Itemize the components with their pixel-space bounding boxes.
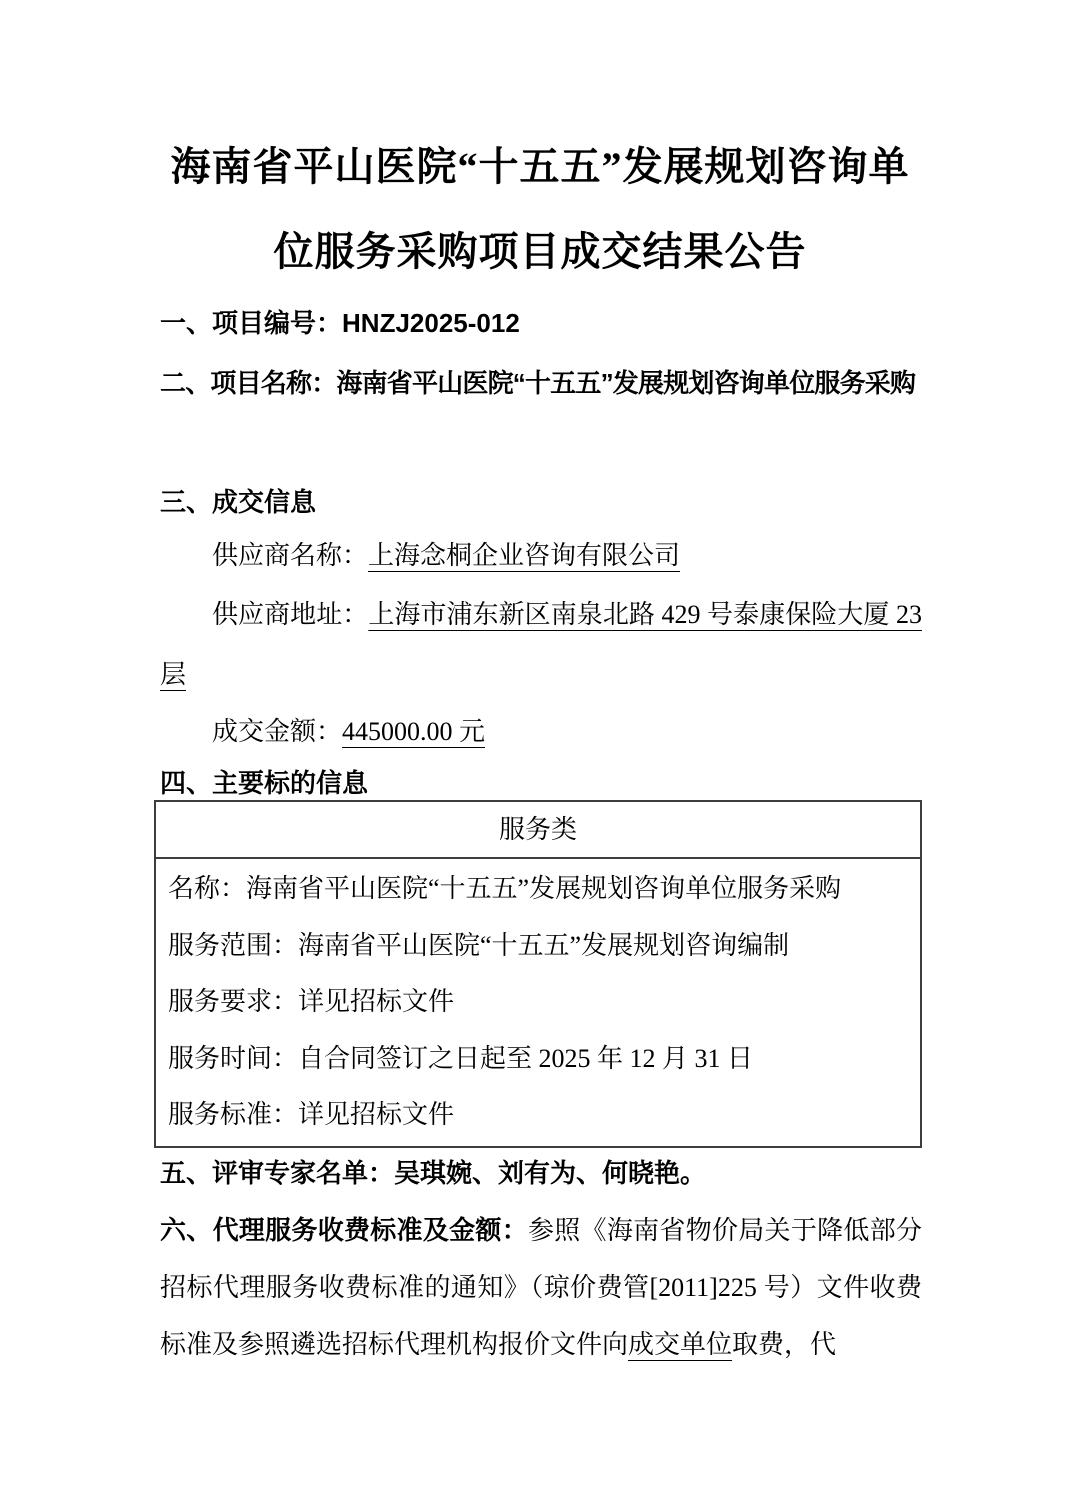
deal-amount-label: 成交金额： <box>212 717 343 746</box>
project-number-value: HNZJ2025-012 <box>342 308 520 338</box>
agency-fee-label: 六、代理服务收费标准及金额： <box>160 1215 528 1245</box>
table-body-cell <box>156 859 920 1146</box>
project-name-label: 二、项目名称： <box>160 368 337 398</box>
document-title-line1: 海南省平山医院“十五五”发展规划咨询单 <box>170 144 910 189</box>
deal-amount-value: 445000.00 元 <box>342 717 486 746</box>
agency-fee-paragraph <box>160 1202 922 1373</box>
supplier-address-line <box>160 585 922 705</box>
deal-info-heading: 三、成交信息 <box>160 487 317 517</box>
agency-fee-underlined-value: 成交单位 <box>628 1330 733 1359</box>
table-row: 服务时间：自合同签订之日起至 2025 年 12 月 31 日 <box>168 1043 754 1073</box>
agency-fee-text-after: 取费，代 <box>732 1330 837 1359</box>
supplier-name-value: 上海念桐企业咨询有限公司 <box>368 541 681 570</box>
experts-line <box>160 1143 922 1203</box>
experts-label: 五、评审专家名单： <box>160 1158 395 1188</box>
project-number-line <box>160 293 922 353</box>
table-row: 服务范围：海南省平山医院“十五五”发展规划咨询编制 <box>168 930 790 960</box>
experts-value: 吴琪婉、刘有为、何晓艳。 <box>394 1158 707 1188</box>
document-title-line2: 位服务采购项目成交结果公告 <box>273 229 807 274</box>
table-row: 名称：海南省平山医院“十五五”发展规划咨询单位服务采购 <box>168 874 842 903</box>
table-header-cell: 服务类 <box>156 802 920 859</box>
table-row: 服务要求：详见招标文件 <box>168 987 455 1016</box>
agency-fee-text-before: 参照《海南省物价局关于降低部分招标代理服务收费标准的通知》（琼价费管[2011]225 号）文件收费标准及参照遴选招标代理机构报价文件向 <box>160 1216 922 1359</box>
project-number-label: 一、项目编号： <box>160 308 343 338</box>
document-title <box>150 124 930 294</box>
supplier-address-value: 上海市浦东新区南泉北路 429 号泰康保险大厦 23 层 <box>160 600 922 689</box>
supplier-address-label: 供应商地址： <box>212 600 369 629</box>
subject-info-table <box>154 800 922 1148</box>
project-name-line <box>160 353 922 413</box>
project-name-value: 海南省平山医院“十五五”发展规划咨询单位服务采购 <box>336 368 916 398</box>
supplier-name-label: 供应商名称： <box>212 541 369 570</box>
table-row: 服务标准：详见招标文件 <box>168 1100 455 1129</box>
subject-info-heading: 四、主要标的信息 <box>160 768 369 798</box>
supplier-name-line <box>160 526 922 586</box>
